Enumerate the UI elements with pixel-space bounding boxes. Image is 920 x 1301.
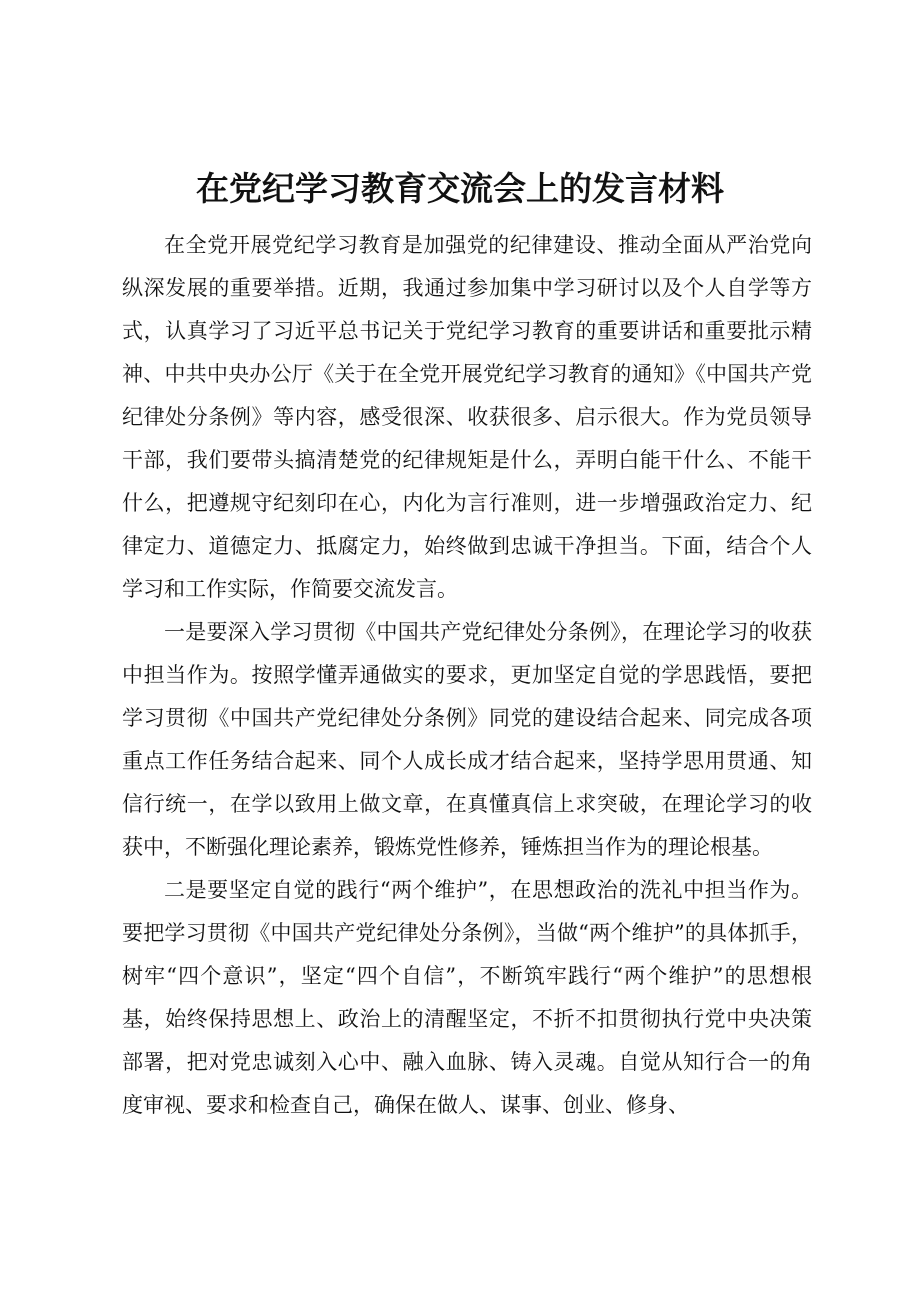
paragraph-point-one: 一是要深入学习贯彻《中国共产党纪律处分条例》，在理论学习的收获中担当作为。按照学懂弄通做实的要求，更加坚定自觉的学思践悟，要把学习贯彻《中国共产党纪律处分条例》同党的建设结合起来、同完成各项重点工作任务结合起来、同个人成长成才结合起来，坚持学思用贯通、知信行统一，在学以致用上做文章，在真懂真信上求突破，在理论学习的收获中，不断强化理论素养，锻炼党性修养，锤炼担当作为的理论根基。: [122, 620, 812, 859]
document-title: 在党纪学习教育交流会上的发言材料: [196, 169, 724, 208]
paragraph-point-two: 二是要坚定自觉的践行“两个维护”，在思想政治的洗礼中担当作为。要把学习贯彻《中国共产党纪律处分条例》，当做“两个维护”的具体抓手，树牢“四个意识”，坚定“四个自信”，不断筑牢践行“两个维护”的思想根基，始终保持思想上、政治上的清醒坚定，不折不扣贯彻执行党中央决策部署，把对党忠诚刻入心中、融入血脉、铸入灵魂。自觉从知行合一的角度审视、要求和检查自己，确保在做人、谋事、创业、修身、: [122, 878, 812, 1117]
paragraph-intro: 在全党开展党纪学习教育是加强党的纪律建设、推动全面从严治党向纵深发展的重要举措。近期，我通过参加集中学习研讨以及个人自学等方式，认真学习了习近平总书记关于党纪学习教育的重要讲话和重要批示精神、中共中央办公厅《关于在全党开展党纪学习教育的通知》《中国共产党纪律处分条例》等内容，感受很深、收获很多、启示很大。作为党员领导干部，我们要带头搞清楚党的纪律规矩是什么，弄明白能干什么、不能干什么，把遵规守纪刻印在心，内化为言行准则，进一步增强政治定力、纪律定力、道德定力、抵腐定力，始终做到忠诚干净担当。下面，结合个人学习和工作实际，作简要交流发言。: [122, 233, 812, 601]
document-body: [122, 224, 812, 1127]
